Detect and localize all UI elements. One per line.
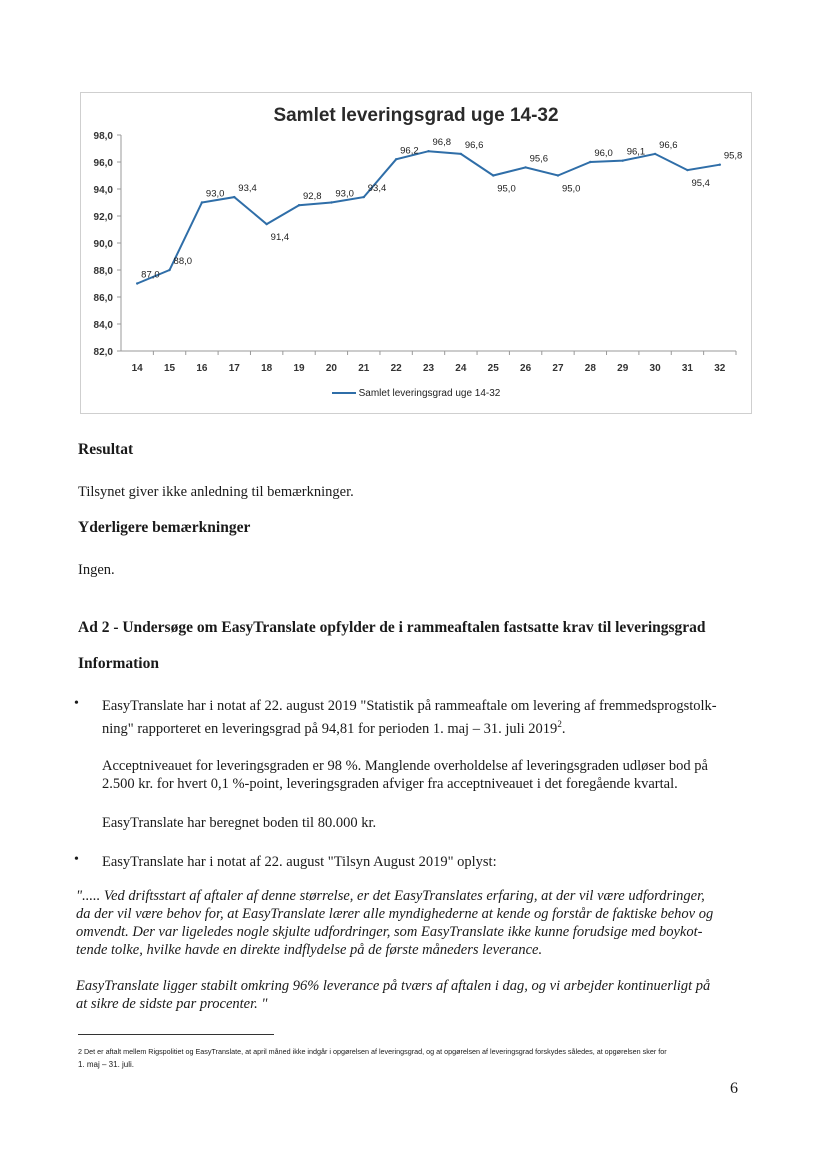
quote-paragraph-2	[76, 977, 752, 1013]
data-point	[686, 169, 688, 171]
y-tick-label: 84,0	[93, 320, 113, 331]
data-label: 95,0	[561, 183, 581, 195]
yderligere-heading: Yderligere bemærkninger	[78, 519, 251, 536]
resultat-text: Tilsynet giver ikke anledning til bemærkninger.	[78, 484, 354, 500]
y-tick-label: 88,0	[93, 266, 113, 277]
quote-line: tende tolke, hvilke havde en direkte indflydelse på de første måneders leverance.	[76, 942, 543, 958]
data-point	[589, 161, 591, 163]
data-label: 96,1	[626, 146, 646, 158]
chart-legend	[81, 388, 751, 399]
data-point	[460, 153, 462, 155]
x-tick-label: 31	[681, 363, 694, 374]
data-point	[265, 223, 267, 225]
quote-paragraph-1	[76, 887, 752, 959]
data-point	[622, 159, 624, 161]
x-tick-label: 21	[358, 363, 370, 374]
y-tick-label: 98,0	[93, 131, 113, 142]
data-label: 93,0	[205, 188, 225, 200]
y-tick-label: 92,0	[93, 212, 113, 223]
page-number: 6	[730, 1080, 738, 1097]
data-label: 96,8	[432, 137, 451, 149]
acceptniveau-line-1: Acceptniveauet for leveringsgraden er 98 %. Manglende overholdelse af leveringsgraden udløser bod på	[102, 758, 708, 774]
data-label: 92,8	[303, 191, 322, 203]
data-label: 93,4	[367, 183, 387, 195]
data-label: 93,0	[335, 188, 354, 200]
x-tick-label: 15	[163, 363, 176, 374]
data-point	[395, 158, 397, 160]
series-line	[137, 151, 720, 283]
y-tick-label: 94,0	[93, 185, 113, 196]
x-tick-label: 27	[552, 363, 564, 374]
x-tick-label: 20	[325, 363, 337, 374]
data-point	[719, 164, 721, 166]
yderligere-text: Ingen.	[78, 562, 115, 578]
legend-label: Samlet leveringsgrad uge 14-32	[358, 388, 501, 399]
data-point	[427, 150, 429, 152]
x-tick-label: 28	[584, 363, 596, 374]
data-label: 95,8	[723, 150, 743, 162]
footnote	[78, 1045, 758, 1071]
bullet-1-text	[102, 697, 752, 738]
quote-line: omvendt. Der var ligeledes nogle skjulte udfordringer, som EasyTranslate ikke kunne forudsige med boykot-	[76, 924, 703, 940]
data-label: 96,6	[464, 139, 484, 151]
footnote-line-2: 1. maj – 31. juli.	[78, 1060, 135, 1069]
information-heading: Information	[78, 655, 159, 672]
y-tick-label: 96,0	[93, 158, 113, 169]
data-label: 96,0	[594, 148, 613, 159]
data-point	[363, 196, 365, 198]
footnote-ref: 2	[557, 719, 562, 729]
x-tick-label: 29	[617, 363, 629, 374]
x-tick-label: 17	[228, 363, 240, 374]
data-label: 88,0	[173, 256, 193, 267]
data-point	[136, 282, 138, 284]
quote-line: EasyTranslate ligger stabilt omkring 96% leverance på tværs af aftalen i dag, og vi arbejder kontinuerligt på	[76, 978, 711, 994]
x-tick-label: 16	[196, 363, 208, 374]
x-tick-label: 19	[293, 363, 305, 374]
y-tick-label: 82,0	[93, 347, 113, 358]
x-tick-label: 23	[422, 363, 435, 374]
data-label: 95,6	[529, 153, 549, 165]
data-point	[330, 201, 332, 203]
data-label: 96,6	[659, 139, 678, 151]
data-label: 95,0	[497, 183, 516, 195]
data-point	[654, 153, 656, 155]
data-point	[298, 204, 300, 206]
data-point	[492, 174, 494, 176]
bullet-1-paragraph-2	[102, 757, 752, 793]
x-tick-label: 32	[714, 363, 726, 374]
resultat-heading: Resultat	[78, 441, 134, 458]
data-label: 95,4	[691, 178, 710, 190]
x-tick-label: 30	[649, 363, 661, 374]
x-tick-label: 26	[520, 363, 532, 374]
bullet-1-paragraph-3: EasyTranslate har beregnet boden til 80.000 kr.	[102, 815, 377, 831]
line-chart	[81, 93, 751, 413]
quote-line: at sikre de sidste par procenter. "	[76, 996, 268, 1012]
bullet-2-text: EasyTranslate har i notat af 22. august "Tilsyn August 2019" oplyst:	[102, 854, 497, 870]
quote-line: "..... Ved driftsstart af aftaler af denne størrelse, er det EasyTranslates erfaring, at der vil være udfordringer,	[76, 888, 705, 904]
chart-container	[80, 92, 752, 414]
x-tick-label: 18	[261, 363, 273, 374]
footnote-divider	[78, 1034, 274, 1035]
legend-line-swatch	[332, 392, 356, 394]
bullet-marker: •	[74, 696, 79, 711]
data-label: 91,4	[270, 232, 290, 244]
x-tick-label: 14	[131, 363, 143, 374]
quote-line: da der vil være behov for, at EasyTranslate lærer alle myndighederne at kende og forstår de faktiske behov og	[76, 906, 714, 922]
acceptniveau-line-2: 2.500 kr. for hvert 0,1 %-point, leveringsgraden afviger fra acceptniveauet i det foregående kvartal.	[102, 776, 678, 792]
data-point	[233, 196, 235, 198]
bullet-1-line-2: ning" rapporteret en leveringsgrad på 94,81 for perioden 1. maj – 31. juli 2019$^2$.	[102, 719, 566, 737]
y-tick-label: 86,0	[93, 293, 113, 304]
data-point	[201, 201, 203, 203]
x-tick-label: 24	[455, 363, 467, 374]
data-label: 93,4	[238, 183, 257, 195]
chart-title: Samlet leveringsgrad uge 14-32	[273, 105, 559, 126]
ad2-heading: Ad 2 - Undersøge om EasyTranslate opfylder de i rammeaftalen fastsatte krav til leveringsgrad	[78, 619, 706, 636]
bullet-marker: •	[74, 852, 79, 867]
x-tick-label: 22	[390, 363, 402, 374]
y-tick-label: 90,0	[93, 239, 113, 250]
x-tick-label: 25	[487, 363, 499, 374]
footnote-line-1: 2 Det er aftalt mellem Rigspolitiet og EasyTranslate, at april måned ikke indgår i opgørelsen af leveringsgrad, og at opgørelsen af leveringsgrad forskydes således, at opgørelsen sker for	[78, 1047, 667, 1056]
data-point	[557, 174, 559, 176]
data-label: 87,0	[141, 269, 160, 281]
bullet-1-line-1: EasyTranslate har i notat af 22. august 2019 "Statistik på rammeaftale om levering af fremmedsprogstolk-	[102, 698, 717, 714]
data-point	[524, 166, 526, 168]
data-label: 96,2	[400, 145, 419, 157]
data-point	[168, 269, 170, 271]
